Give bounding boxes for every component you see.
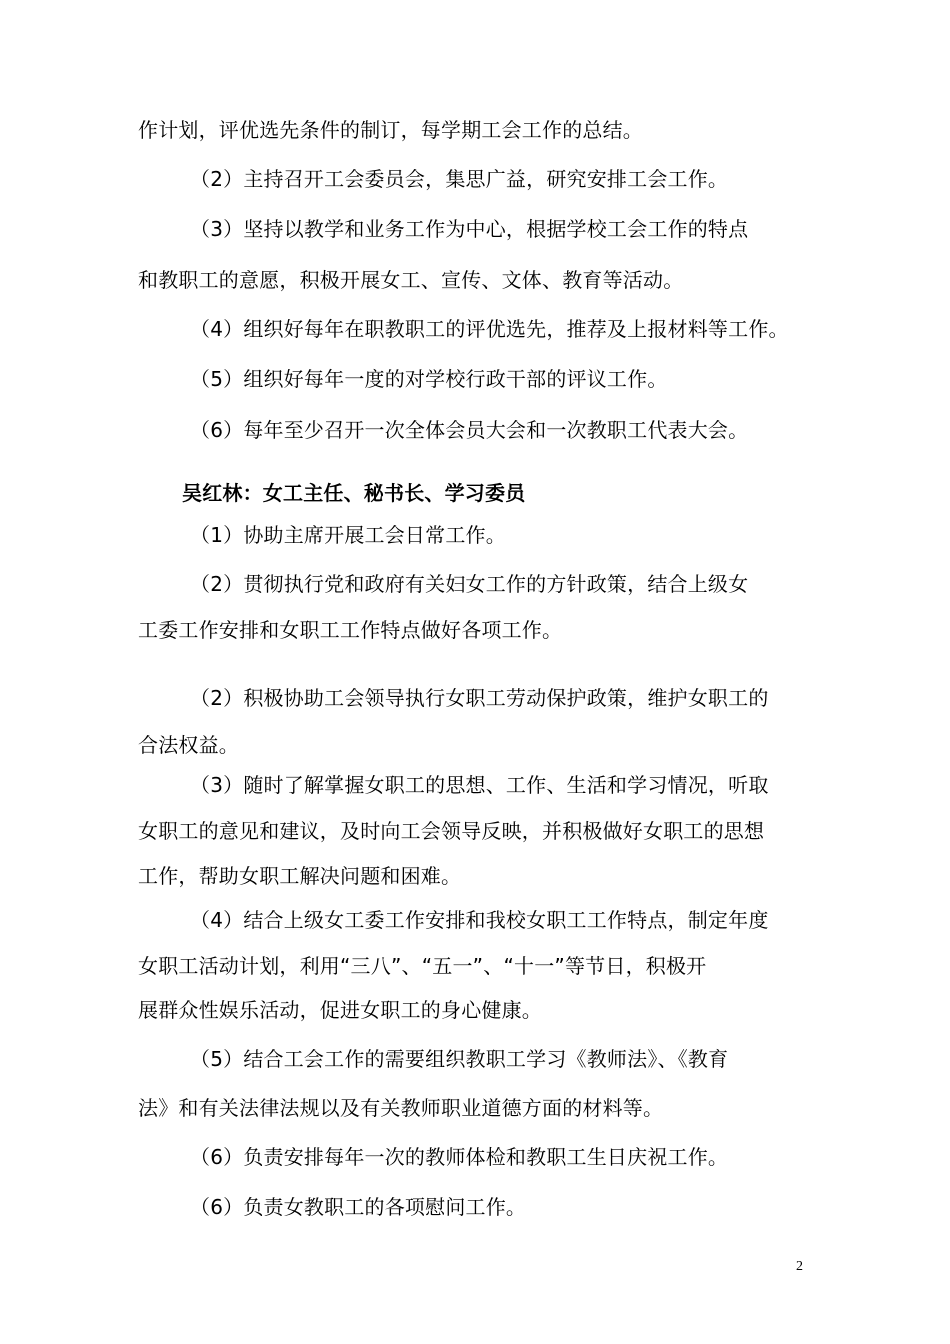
text-line: （4）组织好每年在职教职工的评优选先，推荐及上报材料等工作。 xyxy=(190,317,789,341)
text-line: （2）积极协助工会领导执行女职工劳动保护政策，维护女职工的 xyxy=(190,686,769,710)
text-line: 女职工活动计划，利用“三八”、“五一”、“十一”等节日，积极开 xyxy=(138,954,707,978)
text-line: （6）每年至少召开一次全体会员大会和一次教职工代表大会。 xyxy=(190,418,749,442)
text-line: 工委工作安排和女职工工作特点做好各项工作。 xyxy=(138,618,563,642)
text-line: （5）结合工会工作的需要组织教职工学习《教师法》、《教育 xyxy=(190,1047,729,1071)
text-line: （1）协助主席开展工会日常工作。 xyxy=(190,523,506,547)
text-line: 女职工的意见和建议，及时向工会领导反映，并积极做好女职工的思想 xyxy=(138,819,765,843)
text-line: （6）负责女教职工的各项慰问工作。 xyxy=(190,1195,527,1219)
text-line: 和教职工的意愿，积极开展女工、宣传、文体、教育等活动。 xyxy=(138,268,684,292)
text-line: 工作，帮助女职工解决问题和困难。 xyxy=(138,864,462,888)
text-line: （3）坚持以教学和业务工作为中心，根据学校工会工作的特点 xyxy=(190,217,749,241)
text-line: 作计划，评优选先条件的制订，每学期工会工作的总结。 xyxy=(138,118,643,142)
text-line: 展群众性娱乐活动，促进女职工的身心健康。 xyxy=(138,998,542,1022)
text-line: （2）贯彻执行党和政府有关妇女工作的方针政策，结合上级女 xyxy=(190,572,749,596)
text-line: 合法权益。 xyxy=(138,733,239,757)
page-number: 2 xyxy=(796,1259,803,1274)
section-heading: 吴红林：女工主任、秘书长、学习委员 xyxy=(182,481,526,505)
text-line: （6）负责安排每年一次的教师体检和教职工生日庆祝工作。 xyxy=(190,1145,729,1169)
text-line: 法》和有关法律法规以及有关教师职业道德方面的材料等。 xyxy=(138,1096,664,1120)
text-line: （5）组织好每年一度的对学校行政干部的评议工作。 xyxy=(190,367,668,391)
text-line: （4）结合上级女工委工作安排和我校女职工工作特点，制定年度 xyxy=(190,908,769,932)
text-line: （2）主持召开工会委员会，集思广益，研究安排工会工作。 xyxy=(190,167,729,191)
text-line: （3）随时了解掌握女职工的思想、工作、生活和学习情况，听取 xyxy=(190,773,769,797)
